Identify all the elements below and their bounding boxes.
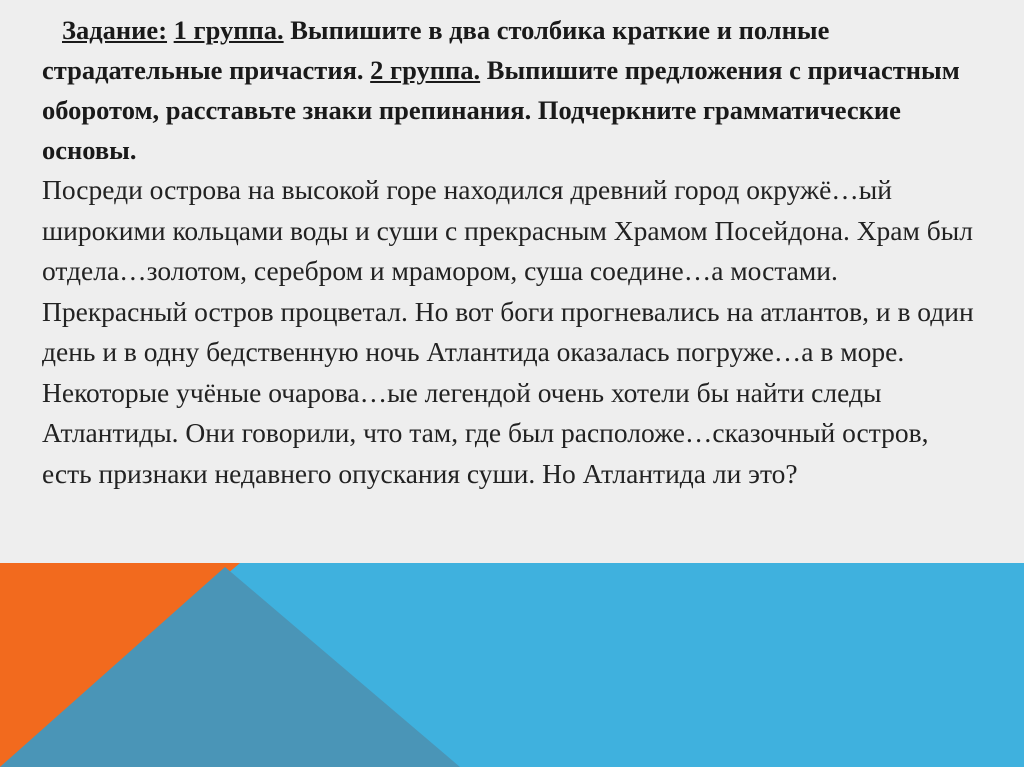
passage-text: Посреди острова на высокой горе находился древний город окружё…ый широкими кольцами воды и суши с прекрасным Храмом Посейдона. Храм был отдела…золотом, серебром и мрамором, суша соедине…а мостами. Прекрасный остров процветал. Но вот боги прогневались на атлантов, и в один день и в одну бедственную ночь Атлантида оказалась погруже…а в море. Некоторые учёные очарова…ые легендой очень хотели бы найти следы Атлантиды. Они говорили, что там, где был расположе…сказочный остров, есть признаки недавнего опускания суши. Но Атлантида ли это? bbox=[42, 174, 974, 489]
group-2-instruction: Выпишите предложения с причастным оборотом, расставьте знаки препинания. Подчеркните грамматические основы. bbox=[42, 55, 960, 165]
task-instructions bbox=[42, 10, 982, 170]
group-2-label: 2 группа. bbox=[370, 55, 481, 85]
group-1-instruction: Выпишите в два столбика краткие и полные страдательные причастия. bbox=[42, 15, 830, 85]
content-text bbox=[42, 10, 982, 494]
task-label: Задание: bbox=[62, 15, 168, 45]
group-1-label: 1 группа. bbox=[173, 15, 284, 45]
